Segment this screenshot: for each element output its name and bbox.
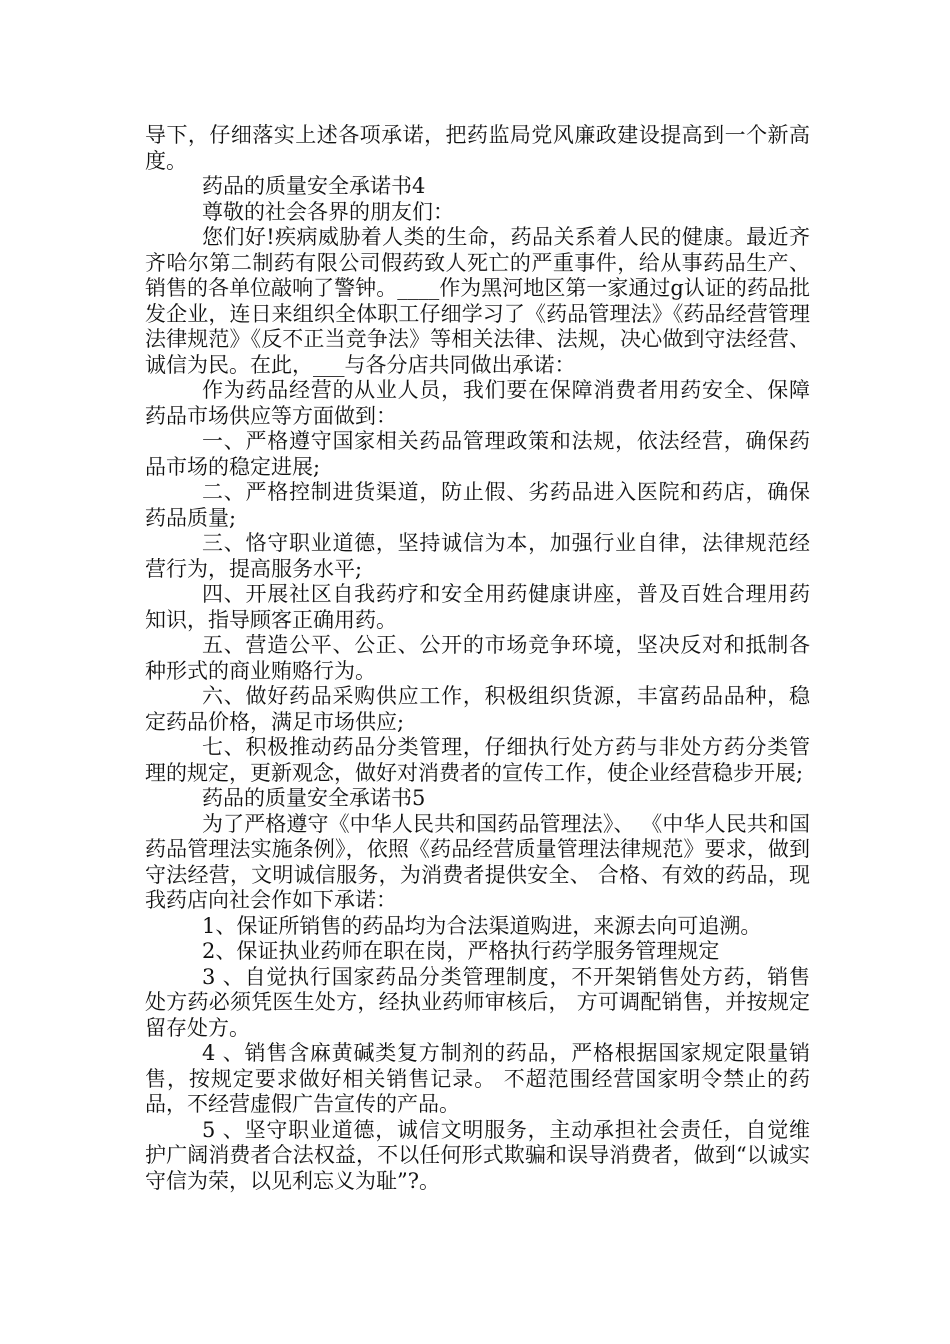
paragraph: 药品的质量安全承诺书4 — [202, 174, 426, 198]
paragraph: 二、严格控制进货渠道，防止假、劣药品进入医院和药店，确保药品质量; — [145, 480, 810, 530]
paragraph: 您们好!疾病威胁着人类的生命，药品关系着人民的健康。最近齐齐哈尔第二制药有限公司假药致人死亡的严重事件，给从事药品生产、销售的各单位敲响了警钟。____作为黑河地区第一家通过g认证的药品批发企业，连日来组织全体职工仔细学习了《药品管理法》《药品经营管理法律规范》《反不正当竞争法》等相关法律、法规，决心做到守法经营、诚信为民。在此，___与各分店共同做出承诺： — [145, 225, 810, 377]
paragraph: 六、做好药品采购供应工作，积极组织货源，丰富药品品种，稳定药品价格，满足市场供应; — [145, 684, 810, 734]
paragraph: 四、开展社区自我药疗和安全用药健康讲座，普及百姓合理用药知识，指导顾客正确用药。 — [145, 582, 810, 632]
paragraph: 尊敬的社会各界的朋友们： — [202, 199, 454, 224]
paragraph: 2、保证执业药师在职在岗，严格执行药学服务管理规定 — [202, 939, 720, 963]
paragraph: 5 、坚守职业道德，诚信文明服务，主动承担社会责任，自觉维护广阔消费者合法权益，不以任何形式欺骗和误导消费者，做到“以诚实守信为荣，以见利忘义为耻”?。 — [145, 1117, 810, 1193]
paragraph: 一、严格遵守国家相关药品管理政策和法规，依法经营，确保药品市场的稳定进展; — [145, 429, 810, 479]
paragraph: 导下，仔细落实上述各项承诺，把药监局党风廉政建设提高到一个新高度。 — [145, 123, 810, 173]
paragraph: 三、恪守职业道德，坚持诚信为本，加强行业自律，法律规范经营行为，提高服务水平; — [145, 531, 810, 581]
paragraph: 药品的质量安全承诺书5 — [202, 786, 426, 810]
paragraph: 七、积极推动药品分类管理，仔细执行处方药与非处方药分类管理的规定，更新观念，做好对消费者的宣传工作，使企业经营稳步开展; — [145, 735, 810, 785]
paragraph: 3 、自觉执行国家药品分类管理制度，不开架销售处方药，销售处方药必须凭医生处方，经执业药师审核后， 方可调配销售，并按规定留存处方。 — [145, 964, 810, 1040]
paragraph: 五、营造公平、公正、公开的市场竞争环境，坚决反对和抵制各种形式的商业贿赂行为。 — [145, 633, 810, 683]
paragraph: 作为药品经营的从业人员，我们要在保障消费者用药安全、保障药品市场供应等方面做到： — [145, 378, 810, 428]
paragraph: 1、保证所销售的药品均为合法渠道购进，来源去向可追溯。 — [202, 913, 762, 938]
paragraph: 为了严格遵守《中华人民共和国药品管理法》、 《中华人民共和国药品管理法实施条例》，依照《药品经营质量管理法律规范》要求，做到守法经营，文明诚信服务，为消费者提供安全、 合格、有效的药品，现我药店向社会作如下承诺： — [145, 811, 810, 912]
document-body — [145, 123, 810, 1194]
paragraph: 4 、销售含麻黄碱类复方制剂的药品，严格根据国家规定限量销售，按规定要求做好相关销售记录。 不超范围经营国家明令禁止的药品，不经营虚假广告宣传的产品。 — [145, 1041, 810, 1116]
